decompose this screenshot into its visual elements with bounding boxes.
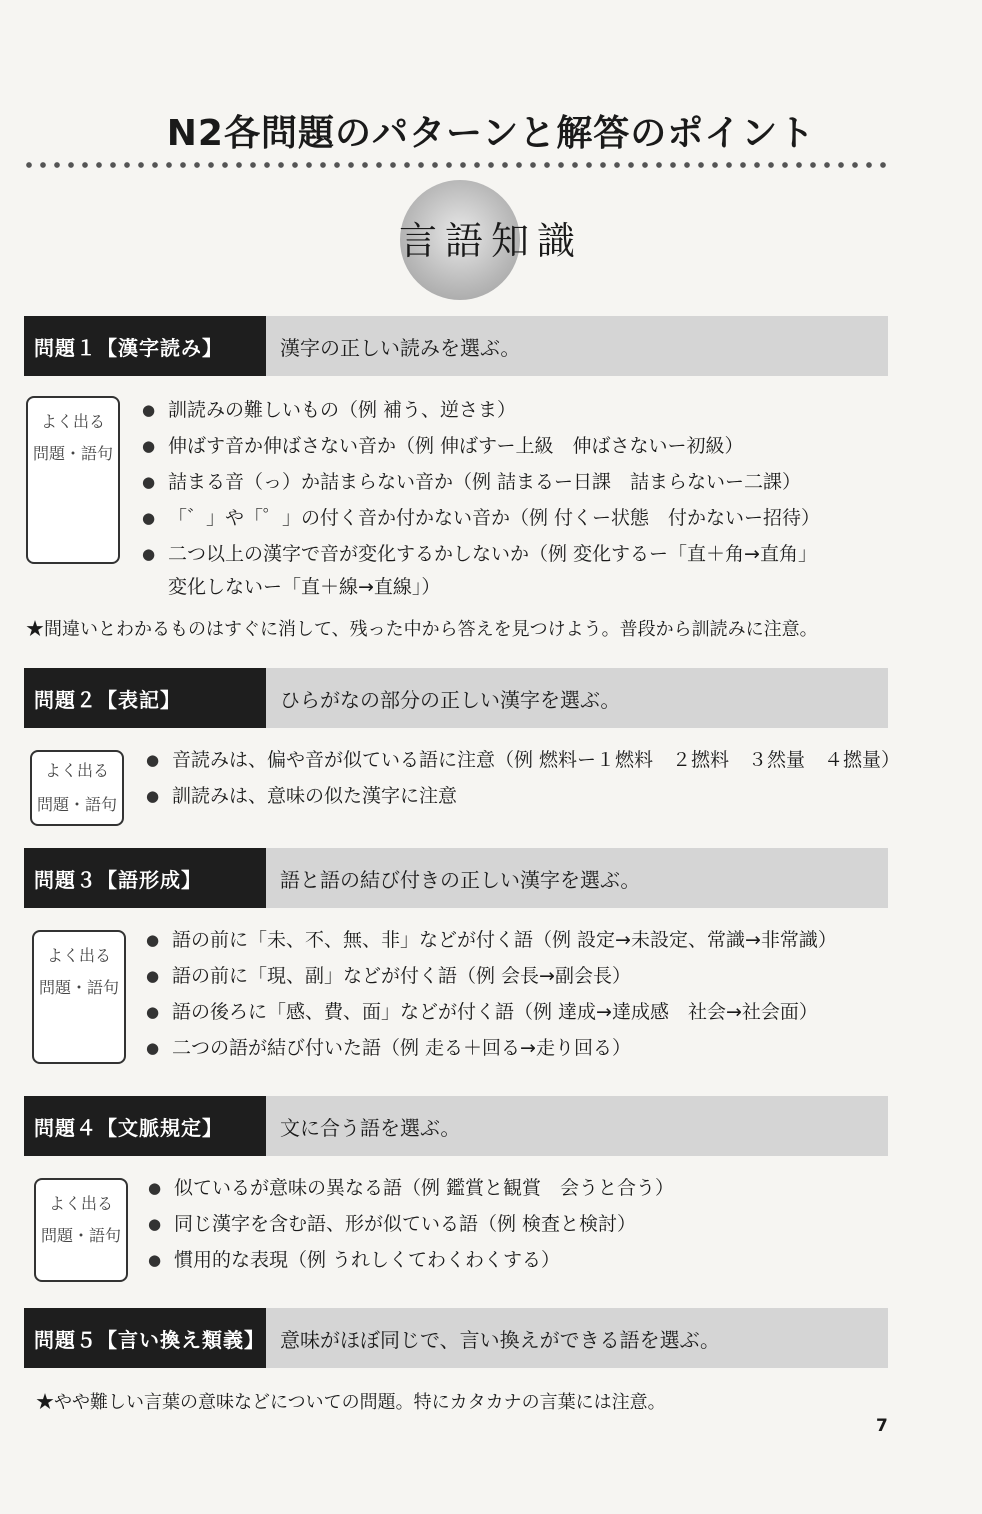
problem-2-items bbox=[146, 742, 900, 814]
page-number: 7 bbox=[876, 1416, 888, 1436]
list-item: ● 訓読みは、意味の似た漢字に注意 bbox=[146, 778, 900, 814]
problem-5-note: ★やや難しい言葉の意味などについての問題。特にカタカナの言葉には注意。 bbox=[36, 1392, 666, 1413]
problem-3-description: 語と語の結び付きの正しい漢字を選ぶ。 bbox=[280, 867, 641, 892]
problem-4-header bbox=[24, 1096, 888, 1156]
problem-2-description: ひらがなの部分の正しい漢字を選ぶ。 bbox=[280, 687, 621, 712]
problem-1-note: ★間違いとわかるものはすぐに消して、残った中から答えを見つけよう。普段から訓読みに注意。 bbox=[26, 619, 818, 640]
list-item: ● 二つの語が結び付いた語（例 走る＋回る→走り回る） bbox=[146, 1030, 837, 1066]
problem-4-label: 問題４【文脈規定】 bbox=[24, 1096, 266, 1156]
list-item: ● 語の前に「現、副」などが付く語（例 会長→副会長） bbox=[146, 958, 837, 994]
problem-3-label: 問題３【語形成】 bbox=[24, 848, 266, 908]
frequent-badge-1 bbox=[26, 396, 120, 564]
list-item: ● 伸ばす音か伸ばさない音か（例 伸ばすー上級 伸ばさないー初級） bbox=[142, 428, 820, 464]
problem-1-description: 漢字の正しい読みを選ぶ。 bbox=[280, 335, 521, 360]
frequent-badge-4 bbox=[34, 1178, 128, 1282]
list-item: ● 音読みは、偏や音が似ている語に注意（例 燃料ー１燃料 ２撚料 ３然量 ４撚量） bbox=[146, 742, 900, 778]
list-item: ● 似ているが意味の異なる語（例 鑑賞と観賞 会うと合う） bbox=[148, 1170, 674, 1206]
badge-line2: 問題・語句 bbox=[32, 444, 113, 463]
frequent-badge-3 bbox=[32, 930, 126, 1064]
problem-5-description: 意味がほぼ同じで、言い換えができる語を選ぶ。 bbox=[280, 1327, 720, 1352]
badge-line2: 問題・語句 bbox=[36, 795, 117, 814]
list-item: ● 二つ以上の漢字で音が変化するかしないか（例 変化するー「直＋角→直角」 bbox=[142, 536, 820, 572]
problem-5-header bbox=[24, 1308, 888, 1368]
problem-1-continuation: 変化しないー「直＋線→直線」） bbox=[168, 576, 441, 598]
problem-1-header bbox=[24, 316, 888, 376]
badge-line2: 問題・語句 bbox=[40, 1226, 121, 1245]
problem-2-header bbox=[24, 668, 888, 728]
list-item: ● 同じ漢字を含む語、形が似ている語（例 検査と検討） bbox=[148, 1206, 674, 1242]
badge-line1: よく出る bbox=[44, 761, 109, 780]
problem-3-header bbox=[24, 848, 888, 908]
problem-4-description: 文に合う語を選ぶ。 bbox=[280, 1115, 461, 1140]
list-item: ● 語の前に「未、不、無、非」などが付く語（例 設定→未設定、常識→非常識） bbox=[146, 922, 837, 958]
problem-1-items bbox=[142, 392, 820, 572]
page-title: N2各問題のパターンと解答のポイント bbox=[166, 113, 816, 154]
problem-2-label: 問題２【表記】 bbox=[24, 668, 266, 728]
badge-line1: よく出る bbox=[46, 946, 111, 965]
badge-line2: 問題・語句 bbox=[38, 978, 119, 997]
problem-4-items bbox=[148, 1170, 674, 1278]
problem-3-items bbox=[146, 922, 837, 1066]
frequent-badge-2 bbox=[30, 750, 124, 826]
problem-1-label: 問題１【漢字読み】 bbox=[24, 316, 266, 376]
section-title: 言語知識 bbox=[398, 219, 583, 263]
dotted-divider bbox=[22, 160, 888, 170]
list-item: ● 語の後ろに「感、費、面」などが付く語（例 達成→達成感 社会→社会面） bbox=[146, 994, 837, 1030]
list-item: ● 慣用的な表現（例 うれしくてわくわくする） bbox=[148, 1242, 674, 1278]
list-item: ● 訓読みの難しいもの（例 補う、逆さま） bbox=[142, 392, 820, 428]
badge-line1: よく出る bbox=[40, 412, 105, 431]
list-item: ● 詰まる音（っ）か詰まらない音か（例 詰まるー日課 詰まらないー二課） bbox=[142, 464, 820, 500]
list-item: ● 「゛」や「゜」の付く音か付かない音か（例 付くー状態 付かないー招待） bbox=[142, 500, 820, 536]
badge-line1: よく出る bbox=[48, 1194, 113, 1213]
problem-5-label: 問題５【言い換え類義】 bbox=[24, 1308, 266, 1368]
